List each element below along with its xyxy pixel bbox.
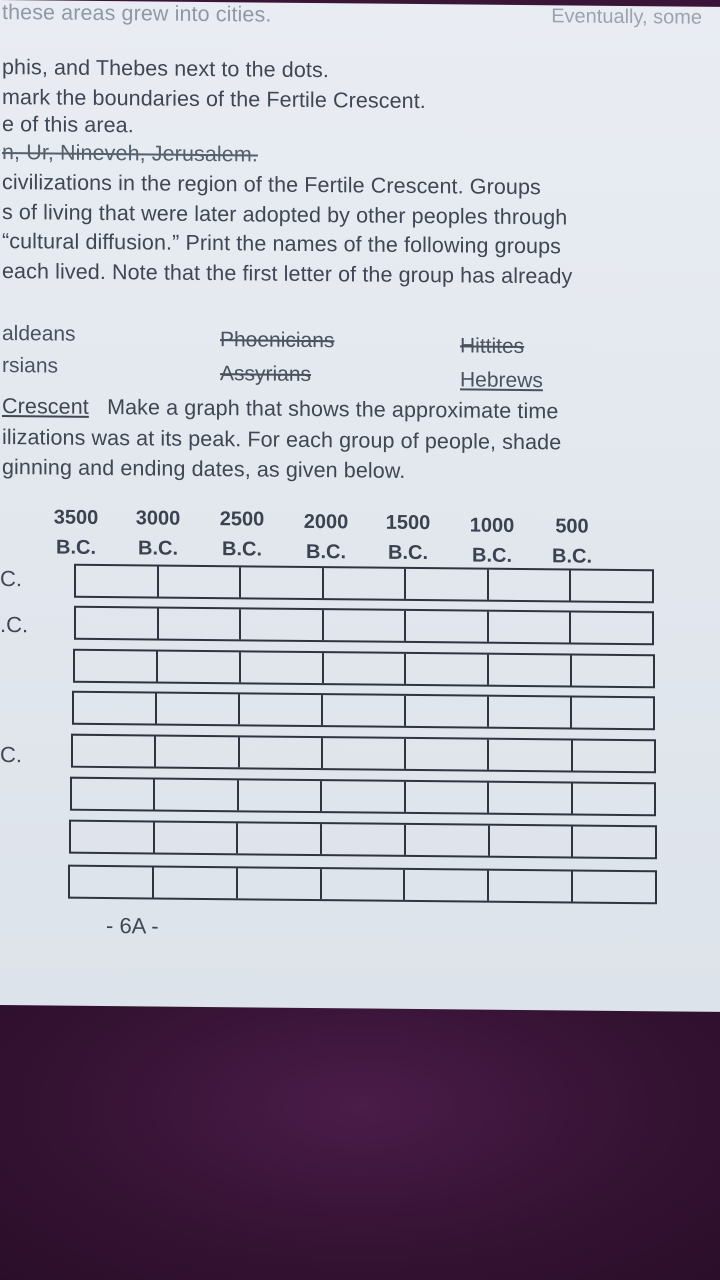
fertile-crescent-label: Crescent	[2, 394, 89, 419]
grid-cell[interactable]	[324, 568, 407, 599]
grid-cell[interactable]	[489, 570, 572, 601]
text-line-7: s of living that were later adopted by other peoples through	[2, 200, 568, 230]
grid-cell[interactable]	[158, 652, 241, 683]
grid-cell[interactable]	[240, 694, 323, 725]
graph-instruction-text-1: Make a graph that shows the approximate time	[107, 395, 559, 424]
group-assyrians: Assyrians	[220, 362, 312, 386]
timeline-tick-3500: 3500 B.C.	[53, 506, 99, 559]
grid-cell[interactable]	[238, 823, 322, 854]
timeline-row-1[interactable]	[74, 564, 654, 604]
text-line-4: e of this area.	[2, 112, 134, 138]
grid-cell[interactable]	[74, 693, 157, 724]
group-chaldeans: aldeans	[2, 322, 76, 346]
timeline-tick-1500: 1500 B.C.	[385, 511, 431, 565]
fabric-background	[0, 990, 720, 1280]
grid-cell[interactable]	[406, 569, 489, 600]
grid-cell[interactable]	[159, 609, 242, 640]
page-number: - 6A -	[106, 913, 159, 939]
grid-cell[interactable]	[489, 655, 572, 686]
timeline-row-8[interactable]	[68, 865, 657, 905]
grid-cell[interactable]	[322, 824, 406, 855]
grid-cell[interactable]	[489, 871, 573, 902]
grid-cell[interactable]	[322, 869, 406, 900]
timeline-tick-2500: 2500 B.C.	[219, 508, 265, 561]
top-right-text: Eventually, some	[551, 5, 702, 29]
timeline-tick-3000: 3000 B.C.	[135, 507, 181, 560]
text-line-5: n, Ur, Nineveh, Jerusalem.	[2, 140, 258, 167]
grid-cell[interactable]	[324, 653, 407, 684]
grid-cell[interactable]	[239, 780, 322, 811]
grid-cell[interactable]	[155, 779, 238, 810]
grid-cell[interactable]	[76, 566, 159, 597]
grid-cell[interactable]	[489, 783, 572, 814]
grid-cell[interactable]	[75, 651, 158, 682]
grid-cell[interactable]	[154, 867, 238, 898]
grid-cell[interactable]	[241, 609, 324, 640]
graph-instruction-line-2: ilizations was at its peak. For each group of people, shade	[2, 425, 562, 455]
grid-cell[interactable]	[405, 870, 489, 901]
text-line-1: these areas grew into cities.	[2, 0, 272, 27]
group-persians: rsians	[2, 354, 59, 378]
row-label-1: C.	[0, 566, 22, 592]
grid-cell[interactable]	[324, 610, 407, 641]
grid-cell[interactable]	[155, 822, 239, 853]
text-line-8: “cultural diffusion.” Print the names of the following groups	[2, 229, 562, 259]
grid-cell[interactable]	[406, 825, 490, 856]
grid-cell[interactable]	[490, 826, 574, 857]
grid-cell[interactable]	[71, 822, 155, 853]
graph-instruction-line-3: ginning and ending dates, as given below.	[2, 455, 406, 483]
grid-cell[interactable]	[159, 567, 242, 598]
grid-cell[interactable]	[241, 567, 324, 598]
text-line-6: civilizations in the region of the Fertile Crescent. Groups	[2, 170, 541, 200]
row-label-5: C.	[0, 742, 22, 768]
graph-instruction-line-1	[2, 394, 558, 424]
grid-cell[interactable]	[573, 872, 655, 903]
grid-cell[interactable]	[573, 827, 655, 858]
grid-cell[interactable]	[73, 736, 156, 767]
grid-cell[interactable]	[406, 739, 489, 770]
grid-cell[interactable]	[157, 694, 240, 725]
grid-cell[interactable]	[241, 652, 324, 683]
grid-cell[interactable]	[240, 737, 323, 768]
group-phoenicians: Phoenicians	[220, 328, 335, 353]
grid-cell[interactable]	[406, 611, 489, 642]
timeline-row-5[interactable]	[71, 734, 656, 774]
grid-cell[interactable]	[323, 738, 406, 769]
timeline-tick-500: 500 B.C.	[552, 515, 592, 568]
grid-cell[interactable]	[322, 781, 405, 812]
grid-cell[interactable]	[70, 867, 154, 898]
timeline-row-7[interactable]	[69, 820, 657, 860]
timeline-row-6[interactable]	[70, 777, 656, 817]
timeline-tick-1000: 1000 B.C.	[469, 514, 515, 567]
grid-cell[interactable]	[572, 697, 653, 728]
grid-cell[interactable]	[72, 779, 155, 810]
group-hittites: Hittites	[460, 334, 525, 359]
timeline-row-4[interactable]	[72, 691, 655, 731]
grid-cell[interactable]	[406, 696, 489, 727]
grid-cell[interactable]	[572, 655, 653, 686]
grid-cell[interactable]	[571, 570, 652, 601]
grid-cell[interactable]	[238, 868, 322, 899]
grid-cell[interactable]	[489, 740, 572, 771]
text-line-3: mark the boundaries of the Fertile Crescent.	[2, 85, 426, 114]
grid-cell[interactable]	[323, 695, 406, 726]
row-label-2: .C.	[0, 612, 29, 638]
grid-cell[interactable]	[489, 612, 572, 643]
grid-cell[interactable]	[573, 740, 654, 771]
grid-cell[interactable]	[489, 697, 572, 728]
timeline-tick-2000: 2000 B.C.	[303, 510, 349, 564]
group-hebrews: Hebrews	[460, 368, 543, 393]
grid-cell[interactable]	[573, 783, 654, 814]
timeline-row-2[interactable]	[74, 606, 654, 646]
grid-cell[interactable]	[406, 782, 489, 813]
grid-cell[interactable]	[571, 612, 652, 643]
grid-cell[interactable]	[156, 737, 239, 768]
text-line-2: phis, and Thebes next to the dots.	[2, 55, 329, 83]
grid-cell[interactable]	[76, 608, 159, 639]
grid-cell[interactable]	[406, 654, 489, 685]
text-line-9: each lived. Note that the first letter of the group has already	[2, 259, 573, 289]
timeline-row-3[interactable]	[73, 649, 655, 689]
